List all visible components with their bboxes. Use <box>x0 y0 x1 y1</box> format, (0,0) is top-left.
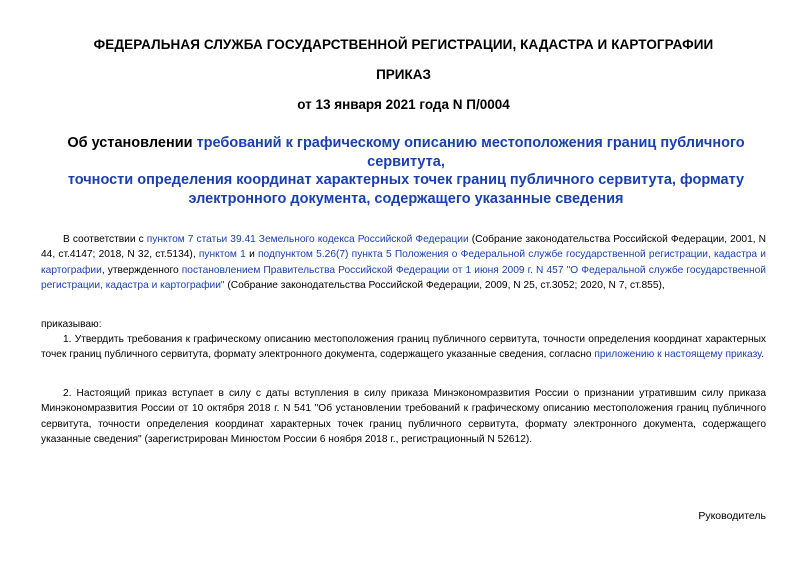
item-2-paragraph: 2. Настоящий приказ вступает в силу с даты вступления в силу приказа Минэкономразвития России о признании утратившим силу приказа Минэкономразвития России от 10 октября 2018 г. N 541 "Об установлении требований к графическому описанию местоположения границ публичного сервитута, точности определения координат характерных точек границ публичного сервитута, формату электронного документа, содержащего указанные сведения" (зарегистрирован Минюстом России 6 ноября 2018 г., регистрационный N 52612). <box>41 387 766 446</box>
regulation-link[interactable]: подпунктом 5.26(7) пункта 5 Положения о Федеральной службе государственной регистрации, кадастра и картографии <box>41 249 766 276</box>
preamble-text: (Собрание законодательства Российской Федерации, 2001, N 44, ст.4147; 2018, N 32, ст.5134), <box>41 234 766 261</box>
document-type: ПРИКАЗ <box>376 67 431 82</box>
preamble-paragraph <box>41 232 766 294</box>
preamble-text: В соответствии с <box>63 234 147 245</box>
appendix-link[interactable]: приложению к настоящему приказу <box>594 349 762 361</box>
title-link-continued[interactable]: точности определения координат характерных точек границ публичного сервитута, формату электронного документа, содержащего указанные сведения <box>67 172 745 207</box>
preamble-text: и <box>245 249 258 261</box>
land-code-link[interactable]: пунктом 7 статьи 39.41 Земельного кодекса Российской Федерации <box>146 234 469 245</box>
signer-title: Руководитель <box>698 510 766 522</box>
preamble-text: , утвержденного <box>101 264 182 276</box>
preamble-text: (Собрание законодательства Российской Федерации, 2009, N 25, ст.3052; 2020, N 7, ст.855), <box>224 280 665 292</box>
item-1-text: 1. Утвердить требования к графическому описанию местоположения границ публичного сервитута, точности определения координат характерных точек границ публичного сервитута, формату электронного документа, содержащего указанные сведения, согласно <box>41 334 766 361</box>
order-word: приказываю: <box>41 318 102 330</box>
government-decree-link[interactable]: постановлением Правительства Российской Федерации от 1 июня 2009 г. N 457 "О Федеральной службе государственной регистрации, кадастра и картографии" <box>41 264 766 292</box>
document-title <box>36 134 776 208</box>
item-1-paragraph <box>41 332 766 363</box>
item-1-end: . <box>761 349 765 361</box>
title-prefix: Об установлении <box>67 135 197 151</box>
point-1-link[interactable]: пунктом 1 <box>198 249 246 261</box>
title-link[interactable]: требований к графическому описанию местоположения границ публичного сервитута, <box>196 135 745 170</box>
document-date: от 13 января 2021 года N П/0004 <box>297 97 510 112</box>
agency-name: ФЕДЕРАЛЬНАЯ СЛУЖБА ГОСУДАРСТВЕННОЙ РЕГИСТРАЦИИ, КАДАСТРА И КАРТОГРАФИИ <box>93 37 714 52</box>
document-body <box>41 232 766 447</box>
